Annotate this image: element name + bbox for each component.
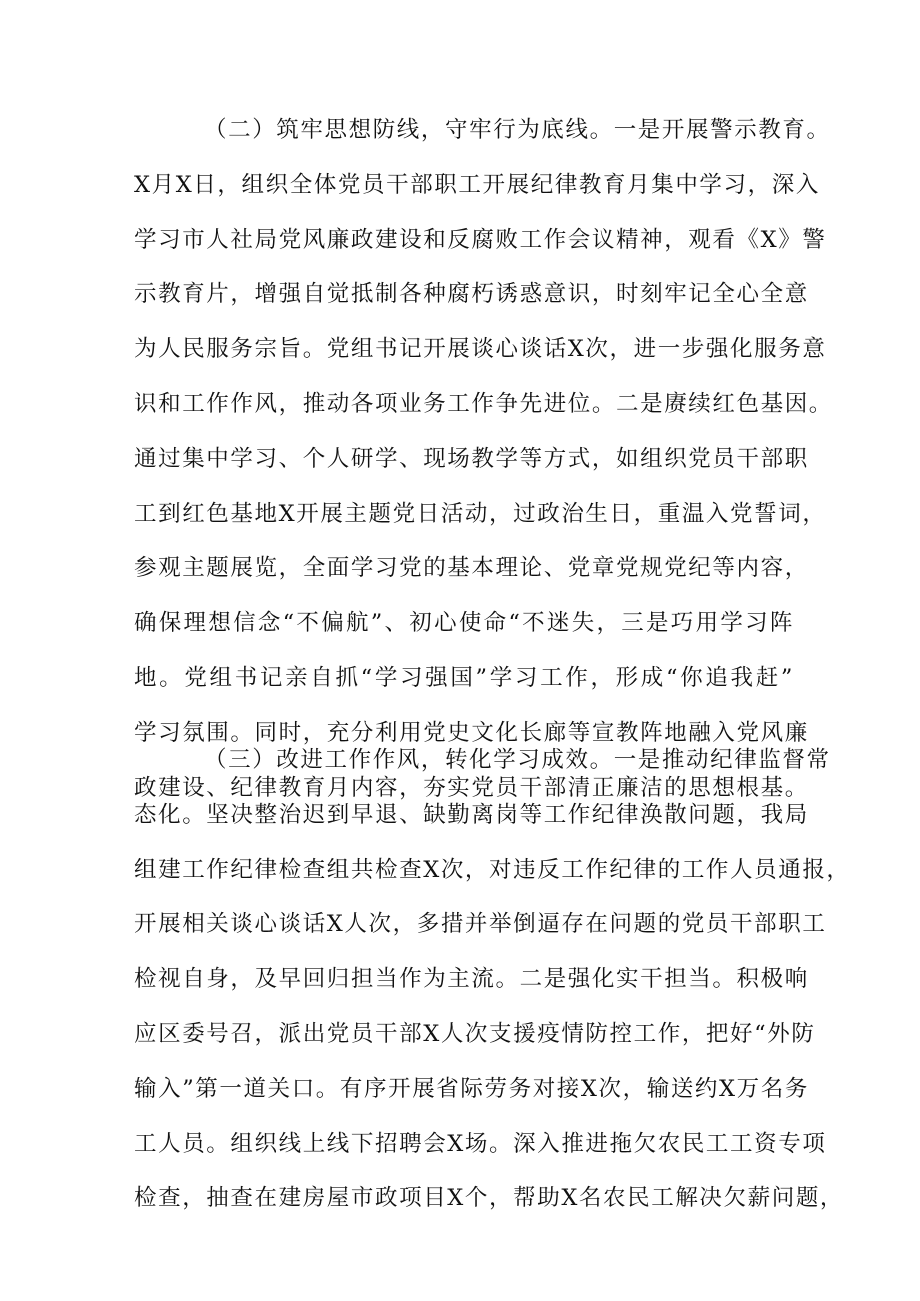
text-line: 通过集中学习、个人研学、现场教学等方式，如组织党员干部职: [134, 445, 809, 472]
text-line: 参观主题展览，全面学习党的基本理论、党章党规党纪等内容，: [134, 555, 809, 582]
text-line: 识和工作作风，推动各项业务工作争先进位。二是赓续红色基因。: [134, 390, 833, 417]
text-line: 确保理想信念“不偏航”、初心使命“不迷失，三是巧用学习阵: [134, 610, 794, 637]
text-line: 输入”第一道关口。有序开展省际劳务对接X次，输送约X万名务: [134, 1075, 809, 1102]
text-line: 学习市人社局党风廉政建设和反腐败工作会议精神，观看《X》警: [134, 226, 827, 253]
text-line: （二）筑牢思想防线，守牢行为底线。一是开展警示教育。: [204, 117, 831, 143]
text-line: 工人员。组织线上线下招聘会X场。深入推进拖欠农民工工资专项: [134, 1130, 827, 1157]
paragraph-work-style: [134, 733, 851, 1226]
text-line: 检视自身，及早回归担当作为主流。二是强化实干担当。积极响: [134, 966, 809, 993]
text-line: 开展相关谈心谈话X人次，多措并举倒逼存在问题的党员干部职工: [134, 911, 827, 938]
text-line: 学习氛围。同时，充分利用党史文化长廊等宣教阵地融入党风廉: [134, 719, 809, 746]
text-line: 组建工作纪律检查组共检查X次，对违反工作纪律的工作人员通报，: [134, 856, 851, 883]
paragraph-ideological-defense: [134, 103, 833, 815]
text-line: 态化。坚决整治迟到早退、缺勤离岗等工作纪律涣散问题，我局: [134, 801, 809, 828]
text-line: 应区委号召，派出党员干部X人次支援疫情防控工作，把好“外防: [134, 1020, 816, 1047]
text-line: 政建设、纪律教育月内容，夯实党员干部清正廉洁的思想根基。: [134, 774, 809, 801]
text-line: 检查，抽查在建房屋市政项目X个，帮助X名农民工解决欠薪问题，: [134, 1185, 845, 1212]
text-line: 为人民服务宗旨。党组书记开展谈心谈话X次，进一步强化服务意: [134, 336, 827, 363]
text-line: 地。党组书记亲自抓“学习强国”学习工作，形成“你追我赶”: [134, 664, 794, 691]
text-line: 示教育片，增强自觉抵制各种腐朽诱惑意识，时刻牢记全心全意: [134, 281, 809, 308]
text-line: 工到红色基地X开展主题党日活动，过政治生日，重温入党誓词，: [134, 500, 827, 527]
text-line: X月X日，组织全体党员干部职工开展纪律教育月集中学习，深入: [134, 171, 820, 198]
text-line: （三）改进工作作风，转化学习成效。一是推动纪律监督常: [204, 747, 831, 773]
